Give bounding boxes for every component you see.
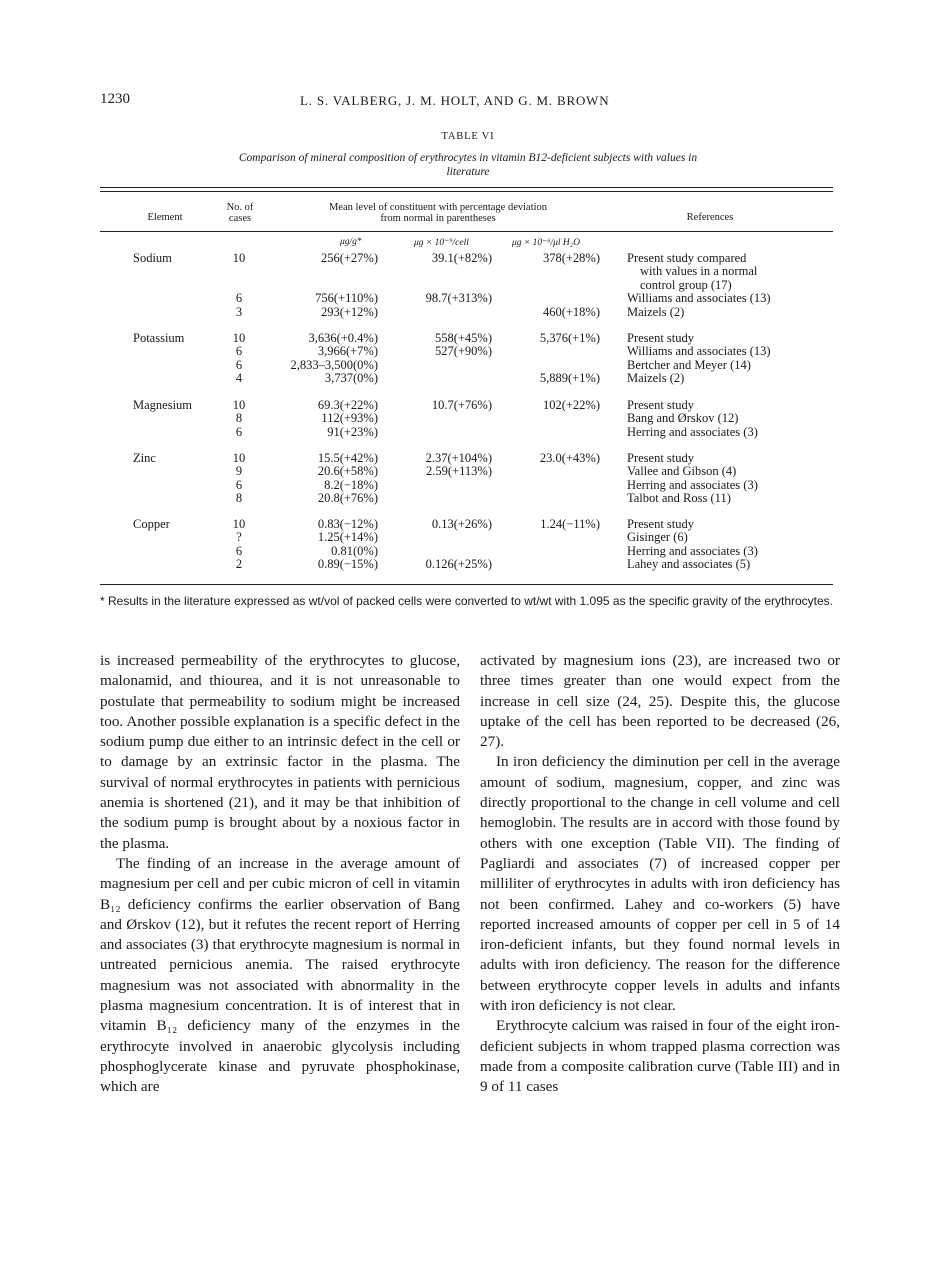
table-top-rule <box>100 187 833 188</box>
header-cases: No. of cases <box>226 202 254 224</box>
mean-per-cell: 2.37(+104%) <box>425 451 492 465</box>
mean-per-gram: 293(+12%) <box>320 304 378 319</box>
reference: with values in a normal <box>640 264 758 279</box>
mean-per-gram: 256(+27%) <box>320 251 378 265</box>
reference: Maizels (2) <box>627 304 685 319</box>
table-caption: Comparison of mineral composition of erythrocytes in vitamin B12-deficient subjects with values in literature <box>238 152 698 178</box>
cases-count: 6 <box>235 357 243 372</box>
mean-per-volume: 460(+18%) <box>542 304 600 319</box>
cases-count: 9 <box>235 464 243 479</box>
mean-per-gram: 8.2(−18%) <box>324 477 378 492</box>
mean-per-cell: 0.13(+26%) <box>431 517 492 531</box>
reference: Herring and associates (3) <box>627 424 758 439</box>
body-right-column <box>480 651 840 1098</box>
unit-per-volume: μg × 10⁻⁶/μl H₂O <box>512 238 580 248</box>
mean-per-gram: 69.3(+22%) <box>317 398 378 412</box>
mean-per-gram: 91(+23%) <box>327 424 378 439</box>
reference: Maizels (2) <box>627 371 685 386</box>
cases-count: 6 <box>235 291 243 306</box>
cases-count: 10 <box>232 517 246 531</box>
reference: Williams and associates (13) <box>627 291 771 306</box>
running-head: L. S. VALBERG, J. M. HOLT, AND G. M. BROWN <box>300 93 610 108</box>
mean-per-volume: 5,376(+1%) <box>539 331 600 345</box>
element-name: Potassium <box>133 331 185 345</box>
mean-per-gram: 3,636(+0.4%) <box>308 331 378 345</box>
reference: Present study <box>627 517 695 531</box>
mean-per-gram: 0.89(−15%) <box>317 557 378 572</box>
table-top-rule-double <box>100 191 833 192</box>
element-name: Sodium <box>133 251 172 265</box>
cases-count: 8 <box>235 491 243 506</box>
paragraph: Erythrocyte calcium was raised in four of the eight iron-deficient subjects in whom trapped plasma correction was made from a composite calibration curve (Table III) and in 9 of 11 cases <box>480 1017 840 1096</box>
mean-per-gram: 112(+93%) <box>321 411 378 426</box>
reference: Herring and associates (3) <box>627 543 758 558</box>
reference: Lahey and associates (5) <box>627 557 751 572</box>
reference: control group (17) <box>640 277 732 292</box>
cases-count: 10 <box>232 331 246 345</box>
cases-count: 6 <box>235 424 243 439</box>
paragraph: activated by magnesium ions (23), are increased two or three times greater than one would expect from the increase in cell size (24, 25). Despite this, the glucose uptake of the cell has been reported to be decreased (26, 27). <box>480 652 840 751</box>
reference: Present study compared <box>627 251 747 265</box>
reference: Herring and associates (3) <box>627 477 758 492</box>
mean-per-gram: 3,737(0%) <box>324 371 378 386</box>
cases-count: 2 <box>235 557 243 572</box>
mean-per-volume: 102(+22%) <box>542 398 600 412</box>
header-mean: Mean level of constituent with percentage deviation from normal in parentheses <box>328 202 548 224</box>
reference: Vallee and Gibson (4) <box>627 464 737 479</box>
mean-per-gram: 20.6(+58%) <box>317 464 378 479</box>
element-name: Zinc <box>133 451 156 465</box>
mean-per-gram: 15.5(+42%) <box>317 451 378 465</box>
reference: Bang and Ørskov (12) <box>627 411 739 426</box>
reference: Present study <box>627 331 695 345</box>
paragraph: The finding of an increase in the average amount of magnesium per cell and per cubic micron of cell in vitamin B₁₂ deficiency confirms the earlier observation of Bang and Ørskov (12), but it refutes the recent report of Herring and associates (3) that erythrocyte magnesium is normal in untreated pernicious anemia. The raised erythrocyte magnesium was not associated with abnormality in the plasma magnesium concentration. It is of interest that in vitamin B₁₂ deficiency many of the enzymes in the erythrocyte involved in anaerobic glycolysis including phosphoglycerate kinase and pyruvate phosphokinase, which are <box>100 854 460 1096</box>
mean-per-gram: 3,966(+7%) <box>317 344 378 359</box>
mean-per-gram: 1.25(+14%) <box>317 530 378 545</box>
unit-mass: μg/g* <box>340 237 362 247</box>
reference: Present study <box>627 451 695 465</box>
reference: Present study <box>627 398 695 412</box>
mean-per-gram: 2,833–3,500(0%) <box>290 357 378 372</box>
cases-count: 6 <box>235 344 243 359</box>
mean-per-cell: 0.126(+25%) <box>425 557 492 572</box>
mean-per-volume: 378(+28%) <box>542 251 600 265</box>
paragraph: is increased permeability of the erythrocytes to glucose, malonamid, and thiourea, and it is not unreasonable to postulate that permeability to sodium might be increased too. Another possible explanation is a specific defect in the sodium pump due either to an intrinsic defect in the cell or to damage by an extrinsic factor in the plasma. The survival of normal erythrocytes in patients with pernicious anemia is shortened (21), and it may be that inhibition of the sodium pump is brought about by a noxious factor in the plasma. <box>100 652 460 852</box>
reference: Gisinger (6) <box>627 530 688 545</box>
unit-per-cell: μg × 10⁻⁹/cell <box>414 238 469 248</box>
body-left-column <box>100 651 460 1098</box>
mean-per-cell: 527(+90%) <box>434 344 492 359</box>
reference: Williams and associates (13) <box>627 344 771 359</box>
element-name: Magnesium <box>133 398 193 412</box>
cases-count: 6 <box>235 543 243 558</box>
mean-per-gram: 756(+110%) <box>315 291 378 306</box>
table-label: TABLE VI <box>441 131 495 142</box>
cases-count: 4 <box>235 371 243 386</box>
mean-per-volume: 5,889(+1%) <box>539 371 600 386</box>
header-references: References <box>686 212 734 223</box>
mean-per-volume: 1.24(−11%) <box>540 517 600 531</box>
header-element: Element <box>147 212 183 223</box>
reference: Talbot and Ross (11) <box>627 491 731 506</box>
mean-per-cell: 39.1(+82%) <box>431 251 492 265</box>
element-name: Copper <box>133 517 170 531</box>
cases-count: 8 <box>235 411 243 426</box>
mean-per-cell: 558(+45%) <box>434 331 492 345</box>
paragraph: In iron deficiency the diminution per cell in the average amount of sodium, magnesium, copper, and zinc was directly proportional to the change in cell volume and cell hemoglobin. The results are in accord with those found by others with one exception (Table VII). The finding of Pagliardi and associates (7) of increased copper per milliliter of erythrocytes in adults with iron deficiency has not been confirmed. Lahey and co-workers (5) have reported increased amounts of copper per cell in 5 of 14 iron-deficient infants, but they found normal levels in adults with iron deficiency. The reason for the difference between erythrocyte copper levels in adults and infants with iron deficiency is not clear. <box>480 753 840 1015</box>
cases-count: 10 <box>232 251 246 265</box>
table-header-rule <box>100 231 833 232</box>
mean-per-gram: 0.81(0%) <box>331 543 378 558</box>
page-number: 1230 <box>100 91 130 107</box>
cases-count: 6 <box>235 477 243 492</box>
cases-count: 10 <box>232 451 246 465</box>
mean-per-gram: 20.8(+76%) <box>317 491 378 506</box>
cases-count: 10 <box>232 398 246 412</box>
cases-count: ? <box>236 530 242 545</box>
table-bottom-rule <box>100 584 833 585</box>
mean-per-cell: 10.7(+76%) <box>431 398 492 412</box>
table-footnote: * Results in the literature expressed as wt/vol of packed cells were converted to wt/wt with 1.095 as the specific gravity of the erythrocytes. <box>100 594 834 608</box>
mean-per-cell: 2.59(+113%) <box>426 464 492 479</box>
mean-per-volume: 23.0(+43%) <box>539 451 600 465</box>
mean-per-gram: 0.83(−12%) <box>317 517 378 531</box>
mean-per-cell: 98.7(+313%) <box>425 291 492 306</box>
reference: Bertcher and Meyer (14) <box>627 357 751 372</box>
cases-count: 3 <box>235 304 243 319</box>
